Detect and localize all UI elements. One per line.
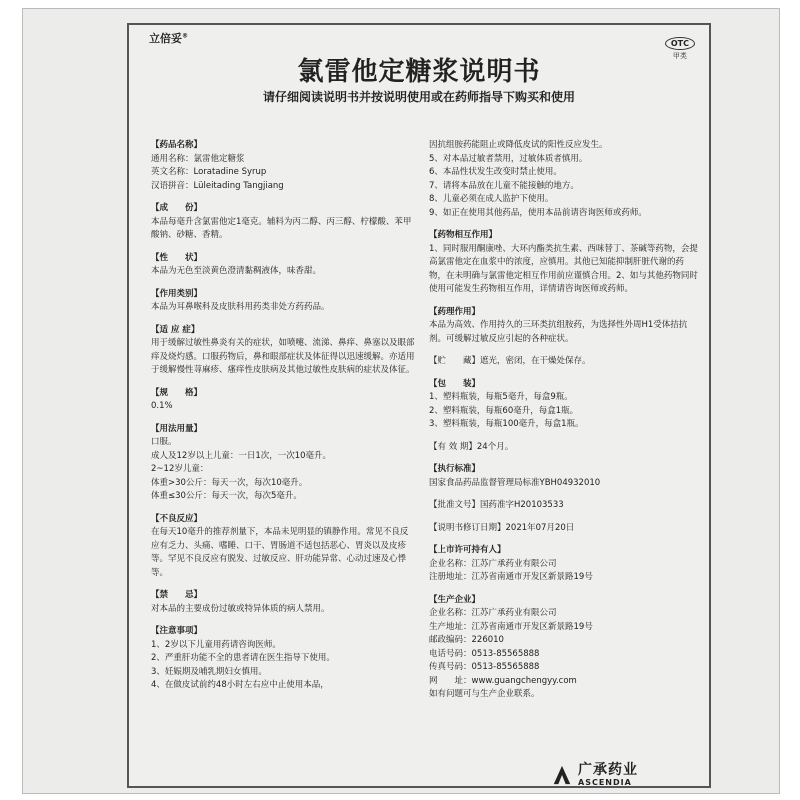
right-column — [429, 139, 699, 711]
section-heading: 【作用类别】 — [151, 288, 203, 299]
section-heading: 【药理作用】 — [429, 306, 481, 317]
section-line: 注册地址：江苏省南通市开发区新景路19号 — [429, 572, 593, 582]
section-line: 体重≤30公斤：每天一次，每次5毫升。 — [151, 491, 302, 501]
section — [151, 288, 416, 315]
section-line: 【有 效 期】24个月。 — [429, 441, 514, 452]
section — [151, 423, 416, 504]
section-heading: 【不良反应】 — [151, 513, 203, 524]
section-heading: 【禁 忌】 — [151, 590, 203, 600]
section-heading: 【用法用量】 — [151, 423, 203, 434]
section-line: 通用名称：氯雷他定糖浆 — [151, 153, 245, 164]
section-heading: 【执行标准】 — [429, 464, 481, 474]
section-line: 3、塑料瓶装，每瓶100毫升，每盒1瓶。 — [429, 419, 584, 429]
section-line: 7、请将本品放在儿童不能接触的地方。 — [429, 180, 579, 191]
section-line: 0.1% — [151, 401, 173, 411]
section — [429, 522, 699, 536]
section — [151, 513, 416, 581]
section-line: 2、严重肝功能不全的患者请在医生指导下使用。 — [151, 653, 335, 663]
ascendia-logo-icon — [551, 764, 573, 786]
section-line: 【说明书修订日期】2021年07月20日 — [429, 522, 575, 533]
section — [151, 202, 416, 243]
logo-cn: 广承药业 — [578, 762, 638, 778]
section-line: 1、塑料瓶装，每瓶5毫升，每盒9瓶。 — [429, 392, 573, 402]
section-line: 国家食品药品监督管理局标准YBH04932010 — [429, 477, 601, 488]
section-paragraph: 本品为耳鼻喉科及皮肤科用药类非处方药药品。 — [151, 302, 330, 312]
section-paragraph: 用于缓解过敏性鼻炎有关的症状，如喷嚏、流涕、鼻痒、鼻塞以及眼部痒及烧灼感。口服药物后，鼻和眼部症状及体征得以迅速缓解。亦适用于缓解慢性荨麻疹、瘙痒性皮肤病及其他过敏性皮肤病的症状及体征。 — [151, 338, 415, 375]
brand-name: 立倍妥® — [149, 32, 188, 45]
section-paragraph: 在每天10毫升的推荐剂量下，本品未见明显的镇静作用。常见不良反应有乏力、头痛、嗜睡、口干、胃肠道不适包括恶心、胃炎以及皮疹等。罕见不良反应有脱发、过敏反应、肝功能异常、心动过速及心悸等。 — [151, 527, 409, 578]
section-line: 邮政编码：226010 — [429, 635, 504, 645]
section-heading: 【上市许可持有人】 — [429, 545, 506, 555]
section-line: 企业名称：江苏广承药业有限公司 — [429, 558, 557, 569]
document-title: 氯雷他定糖浆说明书 — [297, 57, 541, 87]
section-line: 生产地址：江苏省南通市开发区新景路19号 — [429, 621, 593, 632]
otc-label: OTC — [665, 37, 695, 50]
section — [429, 378, 699, 432]
section — [429, 594, 699, 702]
section — [151, 387, 416, 414]
section-line: 6、本品性状发生改变时禁止使用。 — [429, 167, 562, 177]
section-line: 8、儿童必须在成人监护下使用。 — [429, 194, 554, 204]
section-line: 2~12岁儿童： — [151, 464, 209, 474]
leaflet-frame — [127, 23, 711, 788]
paper-sheet — [22, 8, 780, 794]
section — [429, 441, 699, 455]
section-heading: 【规 格】 — [151, 387, 203, 398]
section-line: 9、如正在使用其他药品，使用本品前请咨询医师或药师。 — [429, 207, 647, 218]
section-line: 电话号码：0513-85565888 — [429, 648, 540, 659]
section-heading: 【性 状】 — [151, 252, 203, 263]
section — [151, 324, 416, 378]
section-line: 3、妊娠期及哺乳期妇女慎用。 — [151, 666, 267, 677]
section-paragraph: 1、同时服用酮康唑、大环内酯类抗生素、西咪替丁、茶碱等药物，会提高氯雷他定在血浆中的浓度，应慎用。其他已知能抑制肝脏代谢的药物，在未明确与氯雷他定相互作用前应谨慎合用。2、如与其他药物同时使用可能发生药物相互作用，详情请咨询医师或药师。 — [429, 243, 698, 294]
section-line: 汉语拼音：Lüleitading Tangjiang — [151, 180, 284, 191]
section — [151, 625, 416, 693]
company-logo — [551, 763, 638, 787]
section — [429, 463, 699, 490]
section-heading: 【生产企业】 — [429, 594, 481, 605]
section — [429, 544, 699, 585]
section — [429, 139, 699, 220]
section — [429, 306, 699, 347]
otc-class: 甲类 — [672, 52, 687, 60]
section-heading: 【药物相互作用】 — [429, 230, 498, 240]
document-subtitle: 请仔细阅读说明书并按说明使用或在药师指导下购买和使用 — [262, 90, 575, 104]
section-paragraph: 本品每毫升含氯雷他定1毫克。辅料为丙二醇、丙三醇、柠檬酸、苯甲酸钠、砂糖、香精。 — [151, 216, 412, 240]
section-line: 企业名称：江苏广承药业有限公司 — [429, 608, 557, 618]
section-line: 如有问题可与生产企业联系。 — [429, 689, 540, 699]
left-column — [151, 139, 416, 702]
section-line: 成人及12岁以上儿童：一日1次，一次10毫升。 — [151, 450, 332, 461]
section — [151, 589, 416, 616]
section-heading: 【药品名称】 — [151, 140, 203, 150]
section-line: 5、对本品过敏者禁用，过敏体质者慎用。 — [429, 153, 588, 164]
section-heading: 【注意事项】 — [151, 626, 203, 636]
section-line: 2、塑料瓶装，每瓶60毫升，每盒1瓶。 — [429, 405, 579, 416]
section — [429, 499, 699, 513]
section — [429, 355, 699, 369]
section — [151, 139, 416, 193]
section-line: 【贮 藏】遮光，密闭，在干燥处保存。 — [429, 356, 591, 366]
section — [429, 229, 699, 297]
section-line: 传真号码：0513-85565888 — [429, 662, 540, 672]
section-heading: 【适 应 症】 — [151, 324, 200, 335]
section-line: 网 址：www.guangchengyy.com — [429, 675, 577, 686]
section-line: 【批准文号】国药准字H20103533 — [429, 500, 564, 510]
section-heading: 【包 装】 — [429, 378, 481, 389]
section-line: 口服。 — [151, 437, 177, 447]
section-line: 英文名称：Loratadine Syrup — [151, 167, 267, 177]
section-line: 4、在做皮试前约48小时左右应中止使用本品， — [151, 680, 329, 690]
section-line: 体重>30公斤：每天一次，每次10毫升。 — [151, 477, 308, 488]
section — [151, 252, 416, 279]
section-heading: 【成 份】 — [151, 203, 203, 213]
section-line: 1、2岁以下儿童用药请咨询医师。 — [151, 639, 281, 650]
section-paragraph: 对本品的主要成份过敏或特异体质的病人禁用。 — [151, 603, 330, 614]
section-line: 因抗组胺药能阻止或降低皮试的阳性反应发生。 — [429, 140, 608, 150]
section-paragraph: 本品为无色至淡黄色澄清黏稠液体，味香甜。 — [151, 266, 322, 276]
section-paragraph: 本品为高效、作用持久的三环类抗组胺药，为选择性外周H1受体拮抗剂。可缓解过敏反应引起的各种症状。 — [429, 320, 688, 344]
logo-en: ASCENDIA — [578, 778, 632, 787]
